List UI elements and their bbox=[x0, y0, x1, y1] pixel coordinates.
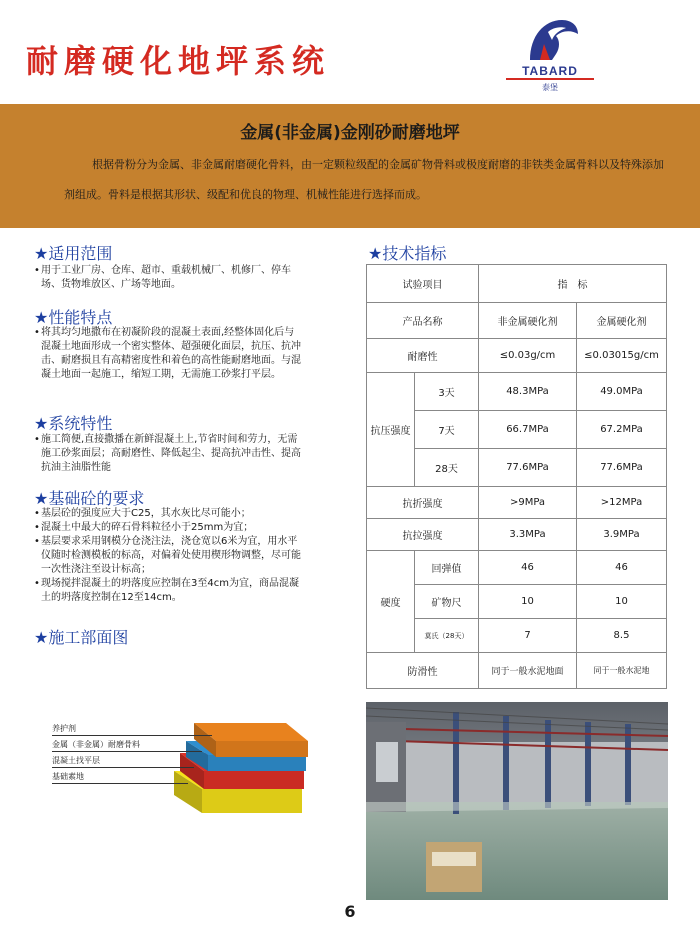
table-cell: 非金属硬化剂 bbox=[479, 303, 577, 339]
table-cell: 77.6MPa bbox=[577, 449, 667, 487]
table-cell: 耐磨性 bbox=[367, 339, 479, 373]
table-cell: 67.2MPa bbox=[577, 411, 667, 449]
list-item: • 施工简便,直接撒播在新鲜混凝土上,节省时间和劳力，无需施工砂浆面层；高耐磨性、降低起尘、提高抗冲击性、提高抗油主油脂性能 bbox=[34, 433, 304, 475]
table-row bbox=[367, 303, 667, 339]
page-number: 6 bbox=[344, 902, 356, 921]
table-cell: >12MPa bbox=[577, 487, 667, 519]
page-title: 耐磨硬化地坪系统 bbox=[26, 42, 331, 80]
features-heading: ★性能特点 bbox=[34, 308, 113, 327]
table-cell: 3.3MPa bbox=[479, 519, 577, 551]
table-cell: 10 bbox=[577, 585, 667, 619]
table-cell: 48.3MPa bbox=[479, 373, 577, 411]
table-cell: 指 标 bbox=[479, 265, 667, 303]
helmet-logo-icon bbox=[500, 14, 600, 64]
layer-label: 金属（非金属）耐磨骨料 bbox=[52, 740, 140, 749]
leader-line bbox=[52, 735, 212, 736]
table-cell: 试验项目 bbox=[367, 265, 479, 303]
table-cell: 莫氏（28天） bbox=[415, 619, 479, 653]
table-cell: 49.0MPa bbox=[577, 373, 667, 411]
table-cell: 矿物尺 bbox=[415, 585, 479, 619]
layer-base-front bbox=[202, 789, 302, 813]
layer-label: 基础素地 bbox=[52, 772, 84, 781]
base-list bbox=[34, 507, 304, 605]
table-cell: 8.5 bbox=[577, 619, 667, 653]
layer-curing-front bbox=[216, 741, 308, 757]
table-row bbox=[367, 519, 667, 551]
system-list bbox=[34, 433, 304, 475]
table-row bbox=[367, 487, 667, 519]
warehouse-illustration bbox=[366, 702, 668, 900]
table-cell: 77.6MPa bbox=[479, 449, 577, 487]
scope-heading: ★适用范围 bbox=[34, 244, 113, 263]
list-item: • 用于工业厂房、仓库、超市、重载机械厂、机修厂、停车场、货物堆放区、广场等地面。 bbox=[34, 264, 304, 292]
table-cell: 抗折强度 bbox=[367, 487, 479, 519]
table-cell: 产品名称 bbox=[367, 303, 479, 339]
table-row bbox=[367, 265, 667, 303]
table-row bbox=[367, 373, 667, 411]
table-cell: ≤0.03015g/cm bbox=[577, 339, 667, 373]
table-row bbox=[367, 551, 667, 585]
layer-aggregate-front bbox=[208, 755, 306, 771]
table-cell: 金属硬化剂 bbox=[577, 303, 667, 339]
table-cell: 抗拉强度 bbox=[367, 519, 479, 551]
layer-label: 养护剂 bbox=[52, 724, 76, 733]
table-cell: 7 bbox=[479, 619, 577, 653]
company-logo bbox=[500, 14, 600, 96]
table-cell: 10 bbox=[479, 585, 577, 619]
banner-title: 金属(非金属)金刚砂耐磨地坪 bbox=[240, 123, 460, 143]
leader-line bbox=[52, 767, 194, 768]
table-cell: 3.9MPa bbox=[577, 519, 667, 551]
table-cell: >9MPa bbox=[479, 487, 577, 519]
layer-label: 混凝土找平层 bbox=[52, 756, 100, 765]
table-cell: 28天 bbox=[415, 449, 479, 487]
leader-line bbox=[52, 751, 202, 752]
list-item: • 将其均匀地撒布在初凝阶段的混凝土表面,经整体固化后与混凝土地面形成一个密实整体、超强硬化面层，抗压、抗冲击、耐磨损且有高精密度性和着色的高性能耐磨地面。与混凝土地面一起施工，缩短工期，无需施工砂浆打平层。 bbox=[34, 326, 304, 382]
leader-line bbox=[52, 783, 188, 784]
layer-diagram bbox=[40, 715, 320, 835]
table-row bbox=[367, 339, 667, 373]
table-cell: 46 bbox=[479, 551, 577, 585]
list-item: • 混凝土中最大的碎石骨料粒径小于25mm为宜； bbox=[34, 521, 304, 535]
warehouse-floor-photo bbox=[366, 702, 668, 900]
table-cell: 7天 bbox=[415, 411, 479, 449]
table-cell: 硬度 bbox=[367, 551, 415, 653]
logo-brand: TABARD bbox=[522, 64, 578, 78]
table-cell: 同于一般水泥地 bbox=[577, 653, 667, 689]
table-cell: 抗压强度 bbox=[367, 373, 415, 487]
list-item: • 现场搅拌混凝土的坍落度应控制在3至4cm为宜，商品混凝土的坍落度控制在12至14cm。 bbox=[34, 577, 304, 605]
specs-table bbox=[366, 264, 667, 689]
specs-heading: ★技术指标 bbox=[368, 244, 447, 263]
table-cell: 防滑性 bbox=[367, 653, 479, 689]
table-cell: 3天 bbox=[415, 373, 479, 411]
features-list bbox=[34, 326, 304, 382]
list-item: • 基层要求采用钢模分仓浇注法，浇仓宽以6米为宜，用水平仪随时检测模板的标高，对偏着处使用楔形物调整，尽可能一次性浇注至设计标高； bbox=[34, 535, 304, 577]
base-heading: ★基础砼的要求 bbox=[34, 489, 145, 508]
banner-text: 根据骨粉分为金属、非金属耐磨硬化骨料，由一定颗粒级配的金属矿物骨料或极度耐磨的非铁类金属骨料以及特殊添加剂组成。骨料是根据其形状、级配和优良的物理、机械性能进行选择而成。 bbox=[64, 158, 664, 201]
layer-leveling-front bbox=[204, 771, 304, 789]
table-cell: 回弹值 bbox=[415, 551, 479, 585]
list-item: • 基层砼的强度应大于C25，其水灰比尽可能小； bbox=[34, 507, 304, 521]
system-heading: ★系统特性 bbox=[34, 414, 113, 433]
table-cell: 46 bbox=[577, 551, 667, 585]
table-cell: ≤0.03g/cm bbox=[479, 339, 577, 373]
scope-list bbox=[34, 264, 304, 292]
section-view-heading: ★施工部面图 bbox=[34, 628, 129, 647]
logo-subtitle: 泰堡 bbox=[542, 83, 558, 92]
table-cell: 66.7MPa bbox=[479, 411, 577, 449]
table-cell: 同于一般水泥地面 bbox=[479, 653, 577, 689]
table-row bbox=[367, 653, 667, 689]
intro-banner bbox=[0, 104, 700, 228]
